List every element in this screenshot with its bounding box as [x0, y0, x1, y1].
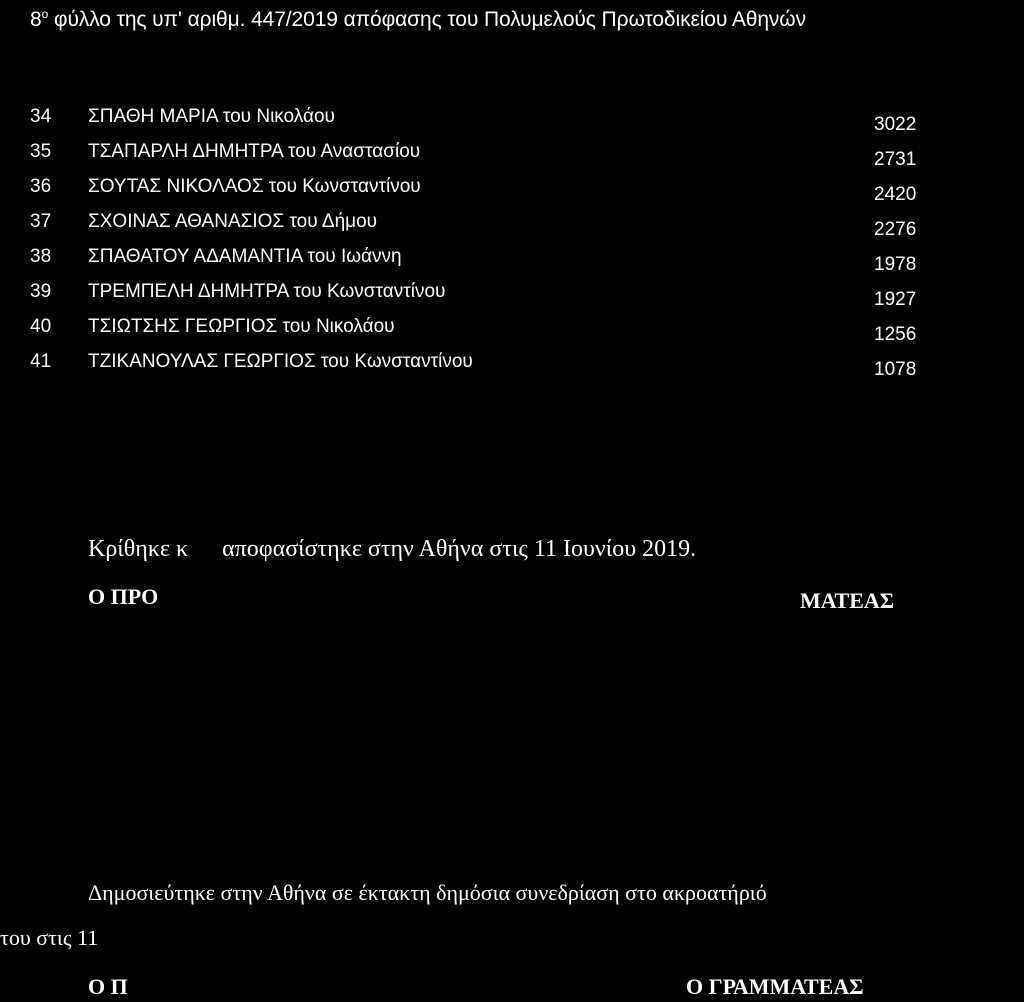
candidate-number: 38	[30, 246, 52, 267]
candidate-name: ΤΣΑΠΑΡΛΗ ΔΗΜΗΤΡΑ του Αναστασίου	[88, 141, 421, 162]
candidate-name: ΣΠΑΘΑΤΟΥ ΑΔΑΜΑΝΤΙΑ του Ιωάννη	[88, 246, 402, 267]
candidate-row	[0, 106, 1024, 142]
candidate-name: ΤΖΙΚΑΝΟΥΛΑΣ ΓΕΩΡΓΙΟΣ του Κωνσταντίνου	[88, 351, 473, 372]
candidate-number: 39	[30, 281, 52, 302]
bottom-president-label: Ο Π	[88, 974, 128, 999]
candidate-votes: 1927	[874, 289, 917, 310]
candidate-number: 37	[30, 211, 52, 232]
candidate-name: ΣΠΑΘΗ ΜΑΡΙΑ του Νικολάου	[88, 106, 335, 127]
publication-statement-line2: του στις 11	[0, 925, 99, 950]
candidate-votes: 1078	[874, 359, 917, 380]
candidate-number: 34	[30, 106, 52, 127]
candidate-number: 41	[30, 351, 52, 372]
decision-statement-part2: αποφασίστηκε στην Αθήνα στις 11 Ιουνίου 2019.	[222, 536, 697, 562]
candidate-row	[0, 176, 1024, 212]
candidate-row	[0, 141, 1024, 177]
header-title: φύλλο της υπ' αριθμ. 447/2019 απόφασης του Πολυμελούς Πρωτοδικείου Αθηνών	[53, 8, 807, 31]
candidate-row	[0, 351, 1024, 387]
publication-statement-line1: Δημοσιεύτηκε στην Αθήνα σε έκτακτη δημόσια συνεδρίαση στο ακροατήριό	[88, 880, 767, 905]
candidate-votes: 1256	[874, 324, 917, 345]
president-signature-label: Ο ΠΡΟ	[88, 584, 159, 609]
candidate-row	[0, 246, 1024, 282]
decision-statement-part1: Κρίθηκε κ	[88, 536, 189, 562]
candidate-votes: 2731	[874, 149, 917, 170]
candidate-row	[0, 211, 1024, 247]
candidate-votes: 3022	[874, 114, 917, 135]
candidate-votes: 1978	[874, 254, 917, 275]
candidate-name: ΣΧΟΙΝΑΣ ΑΘΑΝΑΣΙΟΣ του Δήμου	[88, 211, 378, 232]
candidate-votes: 2420	[874, 184, 917, 205]
candidate-name: ΤΡΕΜΠΕΛΗ ΔΗΜΗΤΡΑ του Κωνσταντίνου	[88, 281, 446, 302]
decision-statement	[88, 536, 696, 563]
secretary-signature-label: ΜΑΤΕΑΣ	[800, 588, 895, 613]
candidate-number: 36	[30, 176, 52, 197]
candidate-name: ΤΣΙΩΤΣΗΣ ΓΕΩΡΓΙΟΣ του Νικολάου	[88, 316, 395, 337]
candidate-row	[0, 316, 1024, 352]
candidate-name: ΣΟΥΤΑΣ ΝΙΚΟΛΑΟΣ του Κωνσταντίνου	[88, 176, 421, 197]
candidate-row	[0, 281, 1024, 317]
page-header	[30, 8, 806, 32]
page-number: 8	[30, 8, 42, 31]
bottom-secretary-label: Ο ΓΡΑΜΜΑΤΕΑΣ	[686, 974, 864, 999]
candidate-number: 35	[30, 141, 52, 162]
degree-mark: ο	[41, 7, 49, 21]
candidate-number: 40	[30, 316, 52, 337]
candidate-votes: 2276	[874, 219, 917, 240]
